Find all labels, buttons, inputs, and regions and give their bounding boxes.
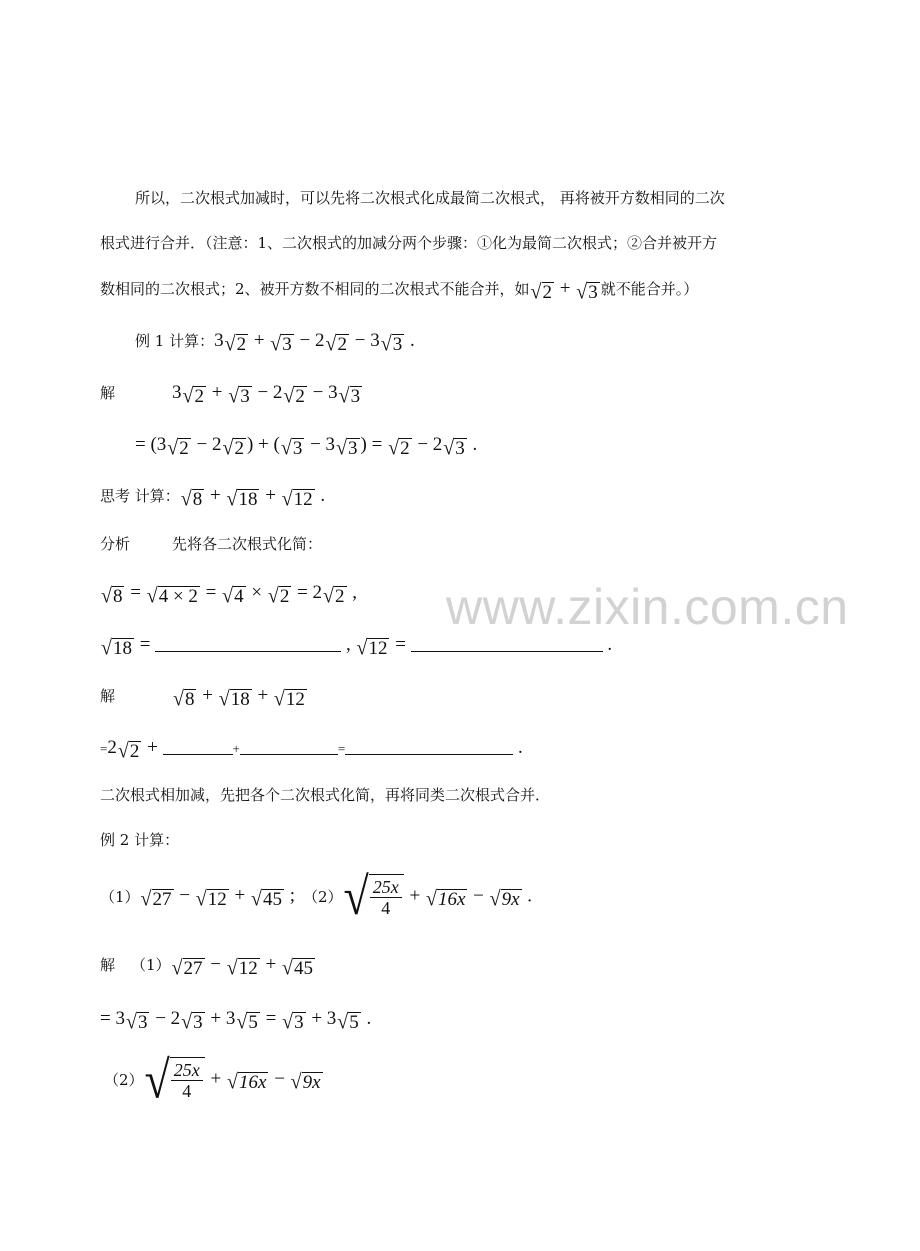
- example-2-part-1-label: （1）: [100, 888, 140, 906]
- paragraph-line-2: 根式进行合并．（注意：1、二次根式的加减分两个步骤：①化为最简二次根式；②合并被开方: [100, 234, 718, 252]
- watermark: www.zixin.com.cn: [446, 579, 849, 635]
- answer-blank-sqrt18[interactable]: [155, 635, 341, 652]
- solution-3-part-1-result: = 3 √ 3 − 2 √ 3 + 3 √ 5 = √ 3 + 3 √ 5 .: [100, 1008, 372, 1034]
- solution-1-label: 解: [100, 384, 116, 402]
- analysis-text: 先将各二次根式化简：: [172, 535, 323, 553]
- paragraph-line-3-post: 就不能合并。）: [600, 280, 699, 298]
- example-2-label: 例 2 计算：: [100, 831, 180, 849]
- analysis-step-1: √ 8 = √ 4 × 2 = √ 4 × √ 2 = 2 √ 2 ,: [101, 582, 358, 608]
- answer-blank-result[interactable]: [345, 738, 513, 755]
- solution-3: [100, 953, 316, 979]
- solution-2-expression: √ 8 + √ 18 + √ 12: [173, 685, 305, 711]
- solution-3-part-2-label: （2）: [104, 1071, 144, 1089]
- solution-3-part-2: [104, 1052, 324, 1108]
- answer-blank-term-2[interactable]: [163, 738, 233, 755]
- example-1-expression: 3 √ 2 + √ 3 − 2 √ 2 − 3 √ 3 .: [214, 330, 415, 356]
- analysis-label: 分析: [100, 535, 131, 553]
- summary: 二次根式相加减，先把各个二次根式化简，再将同类二次根式合并．: [100, 786, 551, 804]
- example-2-part-2-label: （2）: [302, 888, 343, 906]
- paragraph-line-3: [100, 277, 698, 303]
- paragraph-line-3-pre: 数相同的二次根式；2、被开方数不相同的二次根式不能合并，如: [100, 280, 530, 298]
- example-2-problems: [100, 869, 532, 925]
- answer-blank-term-3[interactable]: [240, 738, 338, 755]
- solution-1-result: = (3 √ 2 − 2 √ 2 ) + ( √ 3 − 3 √ 3 ) = √ 2 − 2 √ 3 .: [135, 434, 478, 460]
- solution-2-label: 解: [100, 687, 116, 705]
- solution-3-part-1-label: （1）: [131, 956, 171, 974]
- example-2-part-1-expression: √ 27 − √ 12 + √ 45 ;: [140, 885, 295, 911]
- answer-blank-sqrt12[interactable]: [411, 635, 603, 652]
- think-expression: √ 8 + √ 18 + √ 12 .: [180, 485, 326, 511]
- example-2-part-2-expression: √ $\frac{25x}{4}$ + √ 16x − √ 9x .: [343, 867, 533, 926]
- solution-3-part-1-expression: √ 27 − √ 12 + √ 45: [171, 954, 313, 980]
- example-expression: √ 2 + √ 3: [530, 278, 598, 304]
- solution-3-part-2-expression: √ $\frac{25x}{4}$ + √ 16x − √ 9x: [144, 1050, 321, 1109]
- solution-3-label: 解: [100, 956, 116, 974]
- example-1-label: 例 1 计算：: [135, 332, 215, 350]
- solution-1-expression: 3 √ 2 + √ 3 − 2 √ 2 − 3 √ 3: [172, 382, 361, 408]
- think-label: 思考 计算：: [100, 487, 180, 505]
- example-1: [135, 329, 415, 355]
- analysis-step-2: √ 18 = , √ 12 = .: [101, 634, 613, 660]
- solution-2-steps: =2 √ 2 + + = .: [100, 737, 523, 763]
- think: [100, 484, 325, 510]
- paragraph-line-1: 所以，二次根式加减时，可以先将二次根式化成最简二次根式， 再将被开方数相同的二次: [135, 189, 725, 207]
